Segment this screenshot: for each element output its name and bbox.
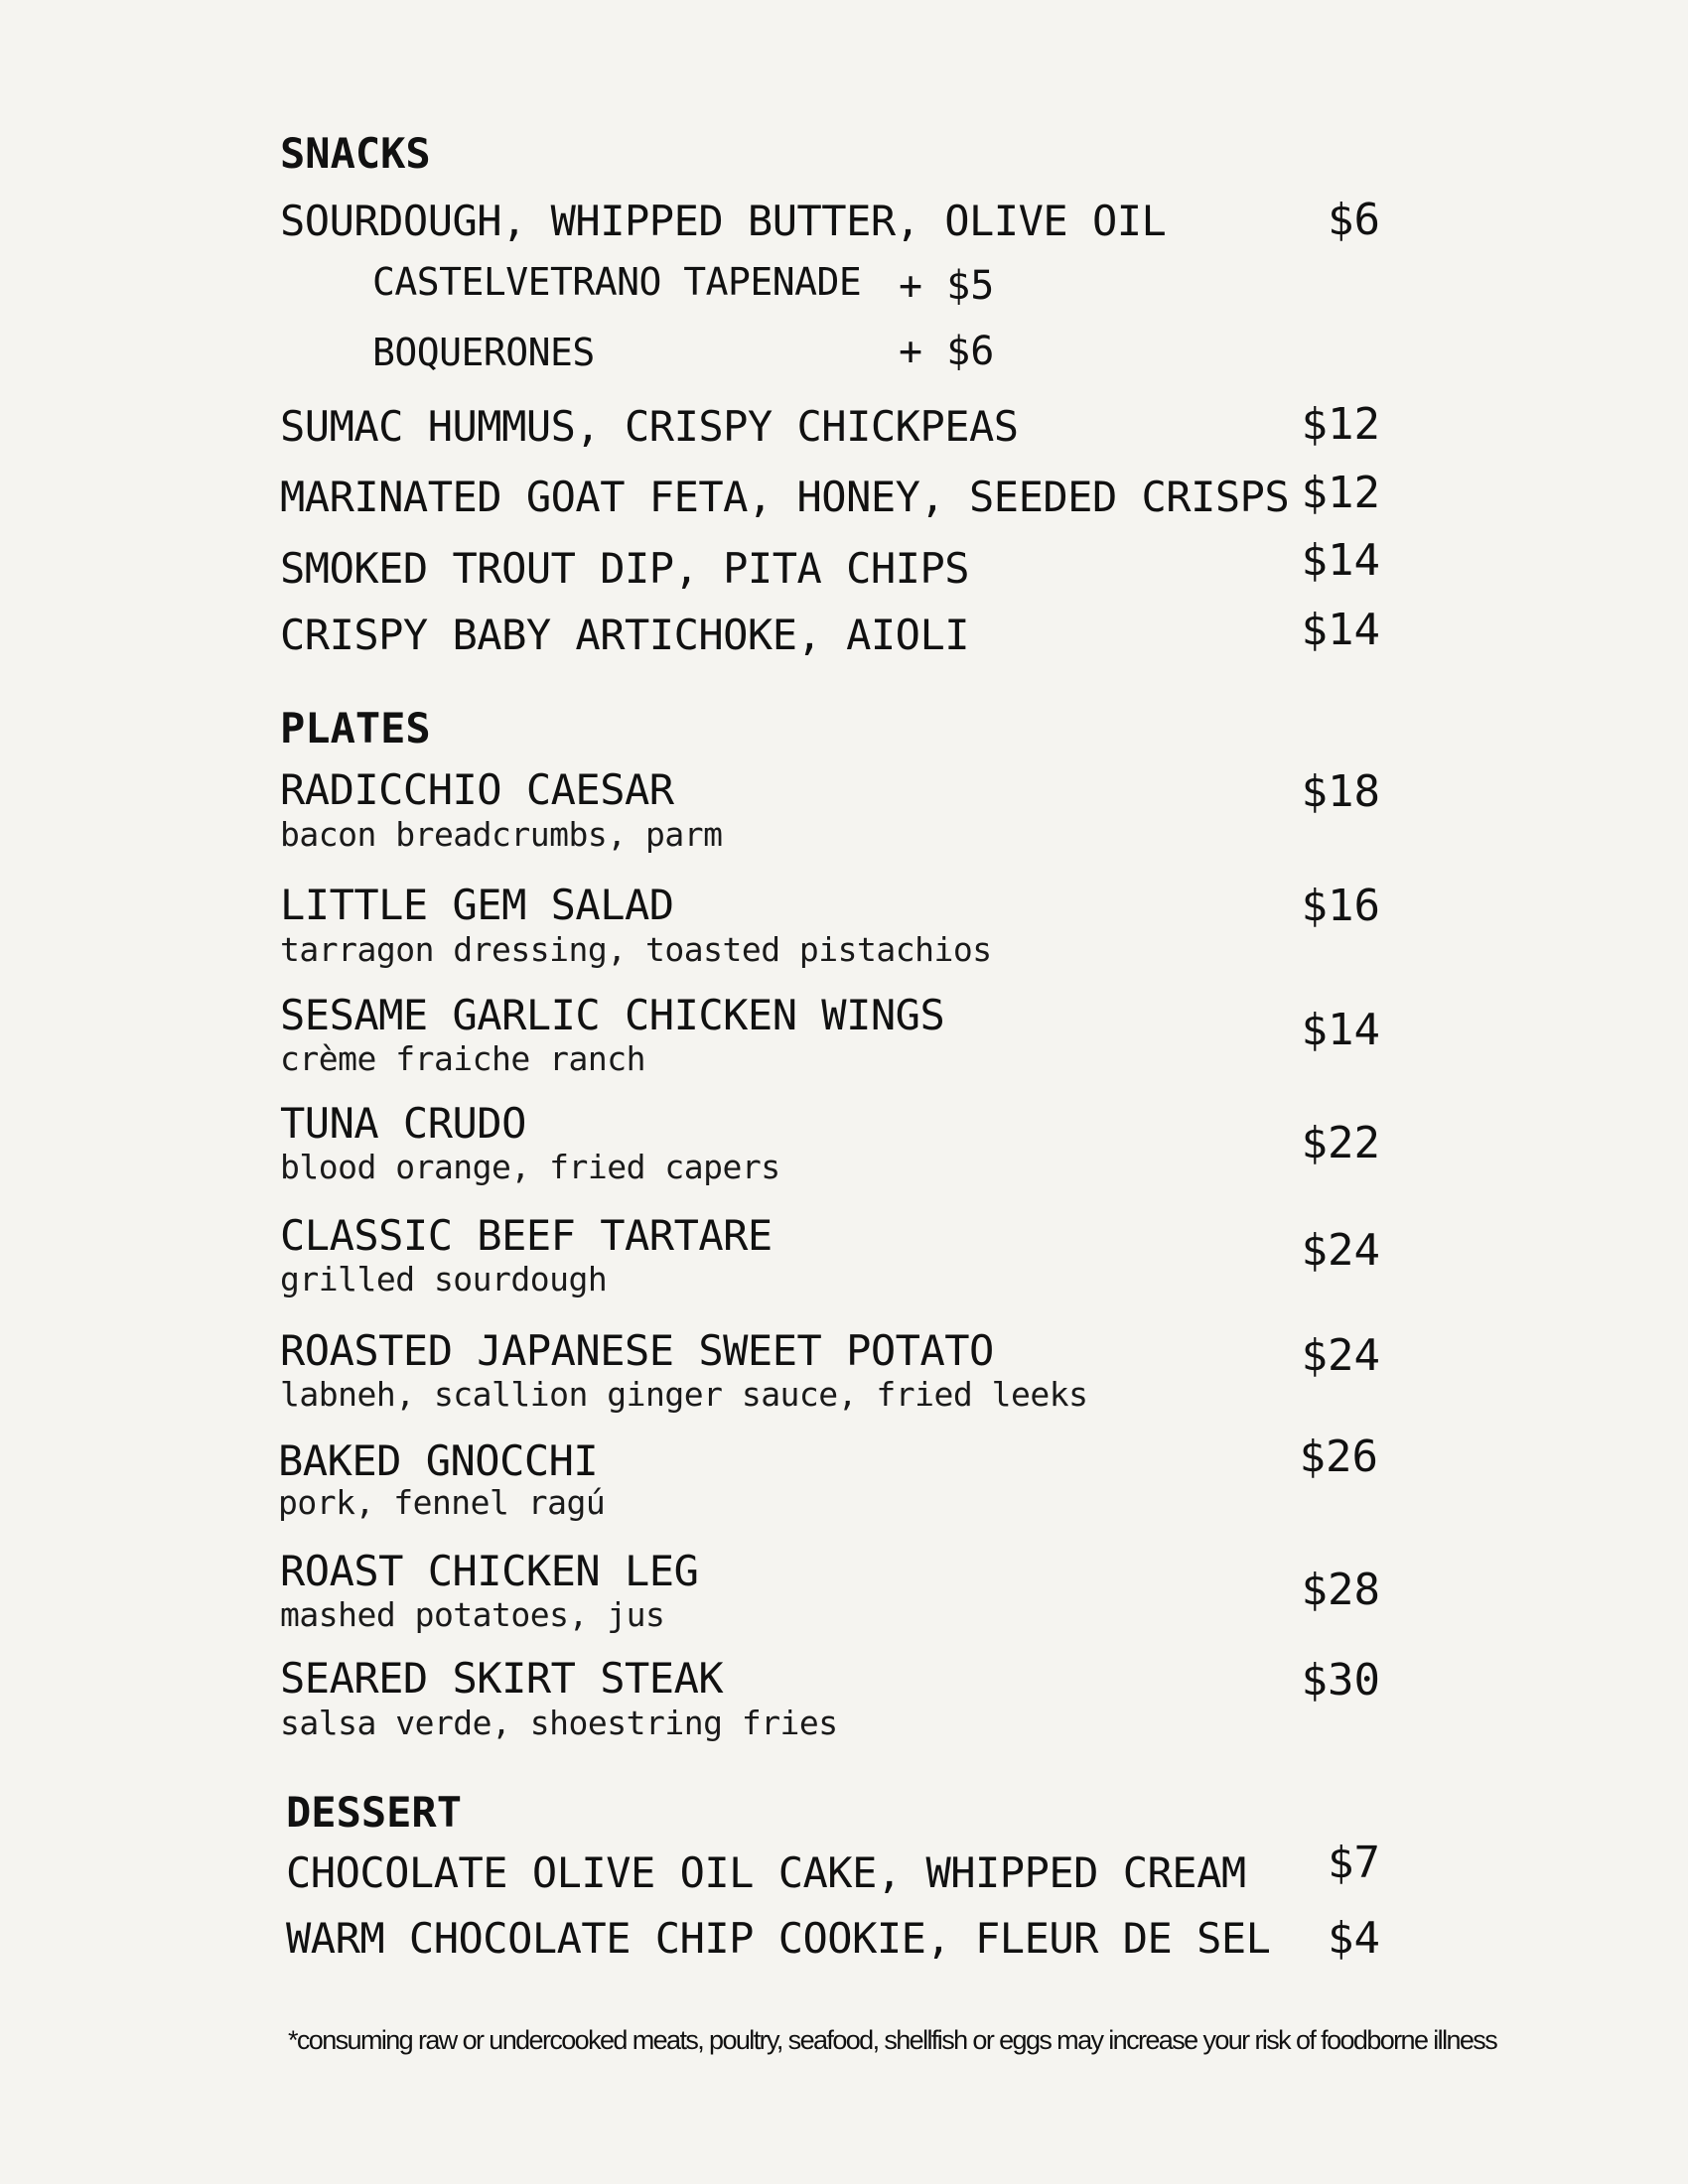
menu-item-price: $18	[1301, 766, 1380, 817]
menu-item-name: SEARED SKIRT STEAK	[280, 1654, 724, 1703]
menu-item-description: pork, fennel ragú	[278, 1483, 606, 1522]
dessert-heading: DESSERT	[286, 1788, 463, 1837]
menu-item-name: CLASSIC BEEF TARTARE	[280, 1211, 773, 1260]
menu-item-price: $28	[1301, 1565, 1380, 1615]
menu-item-description: mashed potatoes, jus	[280, 1595, 665, 1634]
menu-item-name: SOURDOUGH, WHIPPED BUTTER, OLIVE OIL	[280, 197, 1167, 245]
menu-item-name: SUMAC HUMMUS, CRISPY CHICKPEAS	[280, 402, 1019, 451]
menu-item-description: salsa verde, shoestring fries	[280, 1704, 838, 1742]
menu-item-price: $30	[1301, 1655, 1380, 1706]
menu-item-description: bacon breadcrumbs, parm	[280, 815, 723, 854]
menu-item-description: tarragon dressing, toasted pistachios	[280, 930, 992, 969]
menu-item-price: $24	[1301, 1225, 1380, 1276]
menu-item-price: $26	[1299, 1432, 1378, 1482]
addon-name: BOQUERONES	[372, 331, 595, 374]
menu-item-price: $16	[1301, 881, 1380, 931]
menu-item-description: crème fraiche ranch	[280, 1039, 645, 1078]
menu-item-description: blood orange, fried capers	[280, 1148, 780, 1186]
addon-price: + $5	[899, 263, 995, 309]
menu-item-description: labneh, scallion ginger sauce, fried leeks	[280, 1375, 1088, 1414]
plates-heading: PLATES	[280, 704, 431, 752]
menu-item-price: $14	[1301, 605, 1380, 655]
menu-item-description: grilled sourdough	[280, 1260, 608, 1298]
menu-item-name: ROAST CHICKEN LEG	[280, 1547, 699, 1595]
menu-item-name: SMOKED TROUT DIP, PITA CHIPS	[280, 544, 970, 593]
menu-item-name: ROASTED JAPANESE SWEET POTATO	[280, 1326, 994, 1375]
health-disclaimer: *consuming raw or undercooked meats, poultry, seafood, shellfish or eggs may increase your risk of foodborne illness	[288, 2025, 1497, 2055]
snacks-heading: SNACKS	[280, 129, 431, 178]
addon-price: + $6	[899, 329, 995, 374]
menu-item-name: RADICCHIO CAESAR	[280, 765, 674, 814]
menu-item-name: WARM CHOCOLATE CHIP COOKIE, FLEUR DE SEL	[286, 1914, 1271, 1963]
menu-item-price: $12	[1301, 468, 1380, 518]
menu-item-price: $24	[1301, 1330, 1380, 1381]
addon-name: CASTELVETRANO TAPENADE	[372, 260, 862, 304]
menu-item-name: LITTLE GEM SALAD	[280, 881, 674, 929]
menu-item-name: CRISPY BABY ARTICHOKE, AIOLI	[280, 611, 970, 659]
menu-item-price: $14	[1301, 1005, 1380, 1055]
menu-item-name: MARINATED GOAT FETA, HONEY, SEEDED CRISPS	[280, 473, 1290, 521]
menu-item-price: $6	[1328, 195, 1380, 245]
menu-item-name: BAKED GNOCCHI	[278, 1436, 599, 1485]
menu-item-name: TUNA CRUDO	[280, 1099, 526, 1148]
menu-item-price: $12	[1301, 399, 1380, 450]
menu-item-name: SESAME GARLIC CHICKEN WINGS	[280, 991, 945, 1039]
menu-item-price: $7	[1328, 1838, 1380, 1888]
menu-item-price: $22	[1301, 1118, 1380, 1168]
menu-item-price: $14	[1301, 535, 1380, 586]
menu-item-price: $4	[1328, 1913, 1380, 1964]
menu-item-name: CHOCOLATE OLIVE OIL CAKE, WHIPPED CREAM	[286, 1848, 1246, 1897]
